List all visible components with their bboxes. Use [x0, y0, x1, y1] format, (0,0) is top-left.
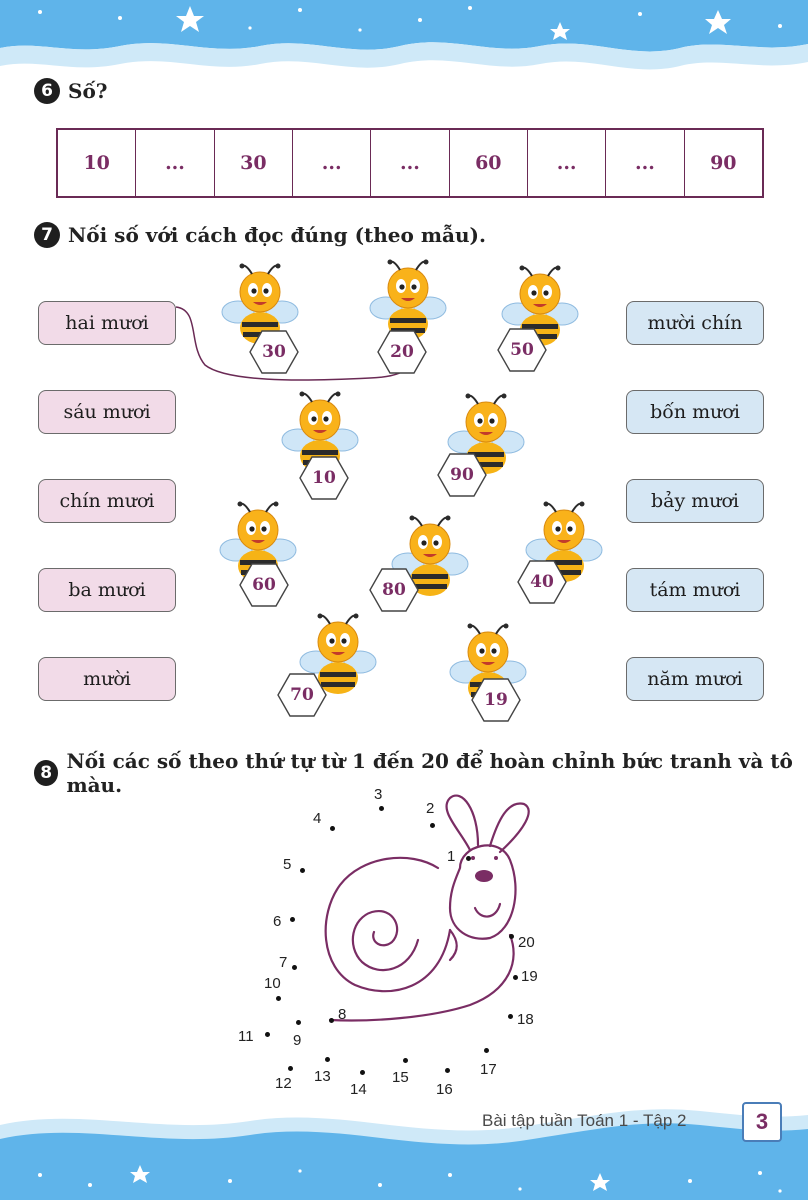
dot-label: 1 [447, 848, 456, 865]
question-7-number: 7 [34, 222, 60, 248]
hexagon-number: 80 [382, 580, 406, 600]
hexagon-number: 90 [450, 465, 474, 485]
word-box-right[interactable]: năm mươi [626, 657, 764, 701]
strip-cell-blank[interactable]: ... [293, 130, 371, 196]
word-box-right[interactable]: bảy mươi [626, 479, 764, 523]
dot-label: 7 [279, 954, 288, 971]
number-hexagon[interactable] [497, 328, 547, 372]
question-8-title: Nối các số theo thứ tự từ 1 đến 20 để hoàn chỉnh bức tranh và tô màu. [66, 749, 793, 797]
word-box-left[interactable]: sáu mươi [38, 390, 176, 434]
question-8-number: 8 [34, 760, 58, 786]
puzzle-dot[interactable] [379, 806, 384, 811]
dot-label: 20 [518, 934, 535, 951]
number-hexagon[interactable] [369, 568, 419, 612]
dot-label: 8 [338, 1006, 347, 1023]
puzzle-dot[interactable] [330, 826, 335, 831]
puzzle-dot[interactable] [508, 1014, 513, 1019]
strip-cell: 60 [450, 130, 528, 196]
dot-label: 9 [293, 1032, 302, 1049]
word-box-right[interactable]: mười chín [626, 301, 764, 345]
word-box-left[interactable]: ba mươi [38, 568, 176, 612]
dot-label: 5 [283, 856, 292, 873]
dot-label: 18 [517, 1011, 534, 1028]
puzzle-dot[interactable] [276, 996, 281, 1001]
strip-cell-blank[interactable]: ... [528, 130, 606, 196]
hexagon-number: 60 [252, 575, 276, 595]
dot-label: 3 [374, 786, 383, 803]
strip-cell-blank[interactable]: ... [606, 130, 684, 196]
puzzle-dot[interactable] [296, 1020, 301, 1025]
number-hexagon[interactable] [471, 678, 521, 722]
hexagon-number: 20 [390, 342, 414, 362]
dot-label: 19 [521, 968, 538, 985]
strip-cell-blank[interactable]: ... [371, 130, 449, 196]
number-hexagon[interactable] [239, 563, 289, 607]
footer-band [0, 1085, 808, 1200]
question-7-title: Nối số với cách đọc đúng (theo mẫu). [68, 223, 486, 247]
strip-cell: 30 [215, 130, 293, 196]
question-6-number: 6 [34, 78, 60, 104]
number-hexagon[interactable] [517, 560, 567, 604]
number-hexagon[interactable] [277, 673, 327, 717]
hexagon-number: 70 [290, 685, 314, 705]
puzzle-dot[interactable] [430, 823, 435, 828]
question-6-title: Số? [68, 79, 108, 103]
puzzle-dot[interactable] [466, 856, 471, 861]
puzzle-dot[interactable] [292, 965, 297, 970]
word-box-left[interactable]: chín mươi [38, 479, 176, 523]
dot-label: 12 [275, 1075, 292, 1092]
dot-label: 6 [273, 913, 282, 930]
puzzle-dot[interactable] [513, 975, 518, 980]
book-title: Bài tập tuần Toán 1 - Tập 2 [482, 1111, 687, 1130]
dot-label: 10 [264, 975, 281, 992]
puzzle-dot[interactable] [265, 1032, 270, 1037]
puzzle-dot[interactable] [509, 934, 514, 939]
hexagon-number: 19 [484, 690, 508, 710]
hexagon-number: 10 [312, 468, 336, 488]
puzzle-dot[interactable] [445, 1068, 450, 1073]
puzzle-dot[interactable] [403, 1058, 408, 1063]
dot-label: 15 [392, 1069, 409, 1086]
page-number: 3 [742, 1102, 782, 1142]
word-box-right[interactable]: bốn mươi [626, 390, 764, 434]
dot-label: 14 [350, 1081, 367, 1098]
number-hexagon[interactable] [377, 330, 427, 374]
strip-cell-blank[interactable]: ... [136, 130, 214, 196]
strip-cell: 90 [710, 152, 737, 174]
dot-label: 11 [238, 1028, 254, 1045]
word-box-left[interactable]: hai mươi [38, 301, 176, 345]
word-box-left[interactable]: mười [38, 657, 176, 701]
number-hexagon[interactable] [437, 453, 487, 497]
dot-label: 2 [426, 800, 435, 817]
puzzle-dot[interactable] [325, 1057, 330, 1062]
strip-cell: 10 [58, 130, 136, 196]
puzzle-dot[interactable] [300, 868, 305, 873]
puzzle-dot[interactable] [288, 1066, 293, 1071]
hexagon-number: 40 [530, 572, 554, 592]
puzzle-dot[interactable] [290, 917, 295, 922]
number-hexagon[interactable] [299, 456, 349, 500]
puzzle-dot[interactable] [484, 1048, 489, 1053]
number-hexagon[interactable] [249, 330, 299, 374]
dot-label: 4 [313, 810, 322, 827]
dot-label: 16 [436, 1081, 453, 1098]
puzzle-dot[interactable] [329, 1018, 334, 1023]
puzzle-dot[interactable] [360, 1070, 365, 1075]
dot-label: 17 [480, 1061, 497, 1078]
word-box-right[interactable]: tám mươi [626, 568, 764, 612]
dot-label: 13 [314, 1068, 331, 1085]
hexagon-number: 30 [262, 342, 286, 362]
hexagon-number: 50 [510, 340, 534, 360]
